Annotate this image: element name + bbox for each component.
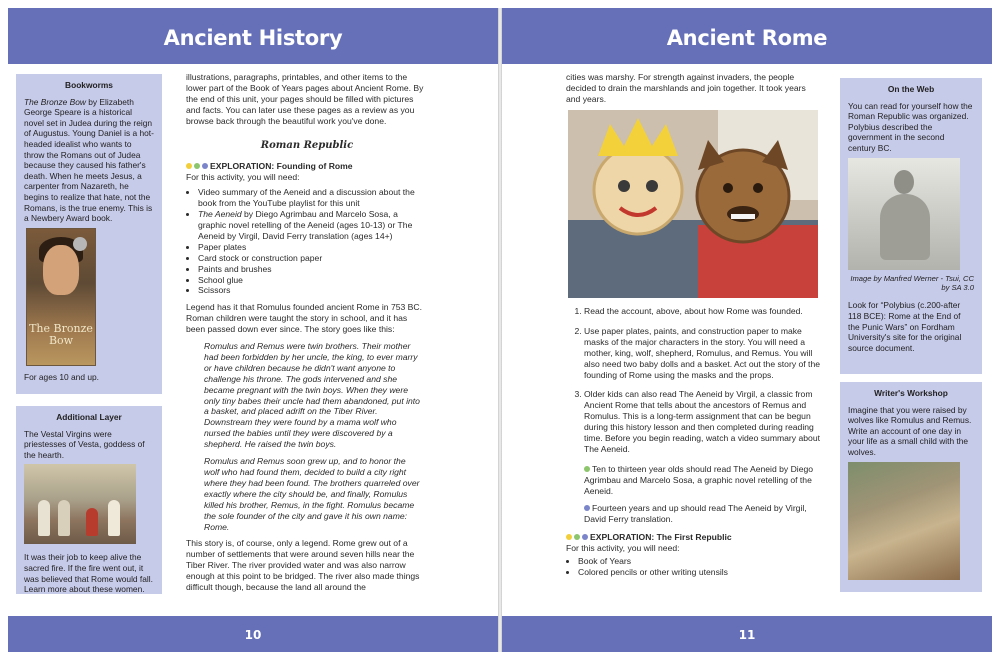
list-item: • Paints and brushes <box>198 264 428 275</box>
bronze-bow-cover-image <box>26 228 96 366</box>
blue-note: Fourteen years and up should read The Aeneid by Virgil, David Ferry translation. <box>584 502 807 524</box>
writers-workshop-title: Writer's Workshop <box>874 388 948 398</box>
left-main-column <box>186 72 428 599</box>
list-item: • Scissors <box>198 285 428 296</box>
cover-title: The Bronze Bow <box>29 321 93 347</box>
legend-quote-2: Romulus and Remus soon grew up, and to honor the wolf who had found them, decided to build a city right where they had been found. The brothers quarreled over exactly where the city should be, and finally, Romulus killed his brother, Remus, in the fight. Romulus became the sole founder of the city and gave it his own name: Rome. <box>204 456 420 532</box>
legend-quote-1: Romulus and Remus were twin brothers. Their mother had been forbidden by her uncle, the king, to ever marry or have children because he didn't want anyone to challenge his throne. The gods intervened and she became pregnant with the twin boys. When they were only tiny babes their uncle had them abandoned, put into a basket, and placed adrift on the Tiber River. Downstream they were found by a mama wolf who nursed the babies until they were discovered by a shepherd. He raised the twin boys. <box>204 341 420 450</box>
blue-dot-icon <box>202 163 208 169</box>
masks-photo <box>568 110 818 298</box>
legend-intro: Legend has it that Romulus founded ancient Rome in 753 BC. Roman children were taught the story in school, and it has been passed down ever since. The story goes like this: <box>186 302 423 335</box>
bookworms-sidebar <box>16 74 162 394</box>
vestal-virgins-painting <box>24 464 136 544</box>
additional-layer-sidebar <box>16 406 162 594</box>
list-item: • Paper plates <box>198 242 428 253</box>
list-item: 2. Use paper plates, paints, and construction paper to make masks of the major characters in the story. You will need a mother, king, wolf, shepherd, Romulus, and Remus. You will also need two baby dolls and a basket. Act out the story of the founding of Rome using the masks and the props. <box>584 326 822 381</box>
materials2-list <box>566 556 822 578</box>
yellow-dot-icon <box>566 534 572 540</box>
list-item: • Video summary of the Aeneid and a discussion about the book from the YouTube playlist for this unit <box>198 187 428 209</box>
additional-layer-text-2: It was their job to keep alive the sacred fire. If the fire went out, it was believed that Rome would fall. Learn more about these women. <box>24 552 153 595</box>
additional-layer-text-1: The Vestal Virgins were priestesses of Vesta, goddess of the hearth. <box>24 428 145 460</box>
bookworms-book-title: The Bronze Bow <box>24 96 86 107</box>
left-page-number: 10 <box>244 628 262 642</box>
exploration2-heading <box>566 532 822 543</box>
bookworms-ages: For ages 10 and up. <box>24 371 99 382</box>
green-dot-icon <box>574 534 580 540</box>
left-page-footer <box>8 616 498 652</box>
exploration2-intro: For this activity, you will need: <box>566 543 680 554</box>
right-page-header <box>502 8 992 64</box>
list-item: • Colored pencils or other writing utensils <box>578 567 822 578</box>
list-item: • School glue <box>198 275 428 286</box>
blue-dot-icon <box>582 534 588 540</box>
list-item: • The Aeneid by Diego Agrimbau and Marcelo Sosa, a graphic novel retelling of the Aeneid (ages 10-13) or The Aeneid by Virgil, David Ferry translation (ages 14+) <box>198 209 428 242</box>
bookworms-title: Bookworms <box>65 80 113 90</box>
bookworms-text <box>24 97 154 224</box>
left-page-header <box>8 8 498 64</box>
polybius-statue-image <box>848 158 960 270</box>
continuation-paragraph: cities was marshy. For strength against invaders, the people decided to drain the marshlands and join together. It took years and years. <box>566 72 806 104</box>
left-page <box>8 8 498 652</box>
intro-paragraph: illustrations, paragraphs, printables, and other items to the lower part of the Book of Years pages about Ancient Rome. By the end of this unit, your pages should be filled with pictures and facts. You can later use these pages as a review as you browse back through the beautiful work you've done. <box>186 72 424 126</box>
exploration-heading <box>186 161 428 172</box>
green-dot-icon <box>584 466 590 472</box>
list-item: 1. Read the account, above, about how Rome was founded. <box>584 306 822 317</box>
green-dot-icon <box>194 163 200 169</box>
list-item: • Book of Years <box>578 556 822 567</box>
right-steps-column <box>566 306 822 584</box>
on-the-web-title: On the Web <box>887 84 935 94</box>
list-item: • Card stock or construction paper <box>198 253 428 264</box>
yellow-dot-icon <box>186 163 192 169</box>
writers-workshop-sidebar <box>840 382 982 592</box>
left-page-title: Ancient History <box>163 26 343 50</box>
additional-layer-title: Additional Layer <box>56 412 122 422</box>
materials-list <box>186 187 428 296</box>
right-page-title: Ancient Rome <box>666 26 828 50</box>
exploration-title: EXPLORATION: Founding of Rome <box>210 161 353 172</box>
green-note: Ten to thirteen year olds should read The Aeneid by Diego Agrimbau and Marcelo Sosa, a graphic novel retelling of the Aeneid. <box>584 463 814 496</box>
exploration2-title: EXPLORATION: The First Republic <box>590 532 732 543</box>
roman-republic-subheading: Roman Republic <box>260 139 354 151</box>
list-item: 3. Older kids can also read The Aeneid by Virgil, a classic from Ancient Rome that tells about the ancestors of Remus and Romulus. This is a long-term assignment that can be begun during this history lesson and then completed during reading time. Before you begin reading, watch a video summary about The Aeneid. <box>584 389 822 454</box>
masks-photo-illustration <box>568 110 818 298</box>
closing-paragraph: This story is, of course, only a legend. Rome grew out of a number of settlements that were around seven hills near the Tiber River. The river provided water and was also narrow enough at this point to be bridged. The river also made things difficult though, because the land all around the <box>186 538 420 593</box>
bookworms-description: by Elizabeth George Speare is a historical novel set in Judea during the reign of Augustus. Young Daniel is a hot-headed idealist who wants to throw the Romans out of Judea because they caused his father's death. When he meets Jesus, a carpenter from Nazareth, he begins to realize that hate, not the Romans, is the true enemy. This is a Newbery Award book. <box>24 96 154 224</box>
writers-workshop-text: Imagine that you were raised by wolves like Romulus and Remus. Write an account of one day in your life as a small child with the wolves. <box>848 404 972 457</box>
activity-steps <box>566 306 822 455</box>
blue-dot-icon <box>584 505 590 511</box>
right-page <box>502 8 992 652</box>
right-page-number: 11 <box>738 628 756 642</box>
on-the-web-text: You can read for yourself how the Roman Republic was organized. Polybius described the government in the second century BC. <box>848 100 973 153</box>
exploration-intro: For this activity, you will need: <box>186 172 300 183</box>
book-spread <box>8 8 992 652</box>
right-main-column <box>566 72 822 111</box>
on-the-web-text-2: Look for “Polybius (c.200-after 118 BCE): Rome at the End of the Punic Wars” on Fordham University's site for the original source document. <box>848 300 962 353</box>
statue-caption: Image by Manfred Werner - Tsui, CC by SA 3.0 <box>850 273 974 292</box>
on-the-web-sidebar <box>840 78 982 374</box>
right-page-footer <box>502 616 992 652</box>
romulus-remus-wolf-painting <box>848 462 960 580</box>
